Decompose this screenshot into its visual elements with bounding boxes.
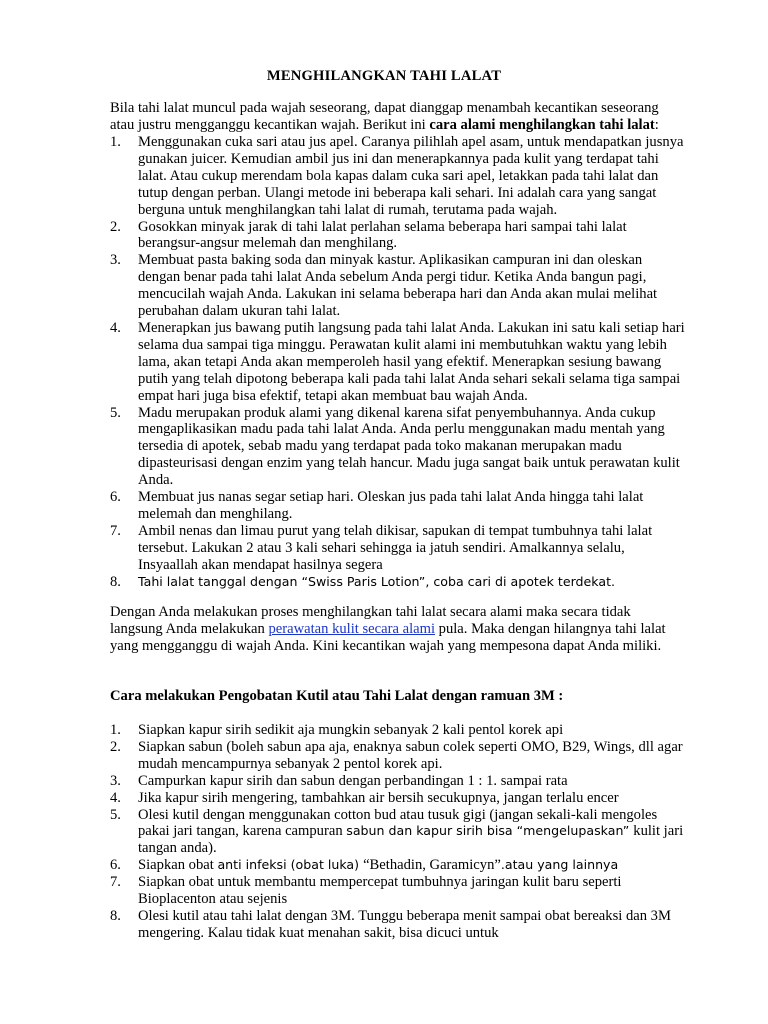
page-title: MENGHILANGKAN TAHI LALAT: [266, 68, 502, 84]
section-heading: Cara melakukan Pengobatan Kutil atau Tahi Lalat dengan ramuan 3M :: [110, 688, 564, 704]
list-item-text: Olesi kutil atau tahi lalat dengan 3M. Tunggu beberapa menit sampai obat bereaksi dan 3M mengering. Kalau tidak kuat menahan sakit, bisa dicuci untuk: [138, 907, 671, 941]
list-item-text-end: kulit jari tangan anda).: [138, 823, 684, 857]
list-item-text: Siapkan kapur sirih sedikit aja mungkin sebanyak 2 kali pentol korek api: [138, 722, 564, 738]
intro-paragraph: [110, 100, 685, 134]
list-item: [110, 405, 685, 490]
list-number: 3.: [110, 772, 121, 789]
list-number: 3.: [110, 252, 121, 269]
list-item-text: Olesi kutil dengan menggunakan cotton bud atau tusuk gigi (jangan sekali-kali mengoles pakai jari tangan, karena campuran: [138, 806, 658, 840]
list-item: [110, 134, 685, 219]
list-number: 5.: [110, 404, 121, 421]
list-number: 8.: [110, 907, 121, 924]
intro-text: Bila tahi lalat muncul pada wajah seseorang, dapat dianggap menambah kecantikan seseorang atau justru mengganggu kecantikan wajah. Berikut ini: [110, 100, 659, 133]
list-item: [110, 219, 685, 253]
list-item: [110, 252, 685, 320]
list-number: 2.: [110, 218, 121, 235]
list-number: 6.: [110, 857, 121, 874]
list-number: 8.: [110, 573, 121, 590]
list-item: [110, 807, 685, 858]
list-item-text-sans-end: .atau yang lainnya: [500, 857, 619, 873]
list-item: [110, 722, 685, 739]
list-item: [110, 773, 685, 790]
list-item-text-sans: sabun dan kapur sirih bisa “mengelupaskan”: [346, 823, 634, 839]
list-item-text: Membuat jus nanas segar setiap hari. Oleskan jus pada tahi lalat Anda hingga tahi lalat melemah dan menghilang.: [138, 489, 644, 522]
list-item: [110, 320, 685, 405]
list-number: 7.: [110, 522, 121, 539]
list-item-text: Jika kapur sirih mengering, tambahkan air bersih secukupnya, jangan terlalu encer: [138, 789, 619, 806]
list-number: 2.: [110, 738, 121, 755]
list-item-text: Campurkan kapur sirih dan sabun dengan perbandingan 1 : 1. sampai rata: [138, 772, 568, 789]
list-item-text: Ambil nenas dan limau purut yang telah dikisar, sapukan di tempat tumbuhnya tahi lalat tersebut. Lakukan 2 atau 3 kali sehari sehingga ia jatuh sendiri. Amalkannya selalu, Insyaallah akan mendapat hasilnya segera: [138, 522, 653, 573]
list-item: [110, 857, 685, 874]
list-item-text-sans: anti infeksi (obat luka): [217, 857, 364, 873]
list-item: [110, 739, 685, 773]
list-item: [110, 908, 685, 942]
list-number: 4.: [110, 789, 121, 806]
list-item-text: Membuat pasta baking soda dan minyak kastur. Aplikasikan campuran ini dan oleskan dengan benar pada tahi lalat Anda sebelum Anda pergi tidur. Ketika Anda bangun pagi, mencucilah wajah Anda. Lakukan ini selama beberapa hari dan Anda akan mulai melihat perubahan dalam ukuran tahi lalat.: [138, 252, 658, 320]
closing-text-end: pula. Maka dengan hilangnya tahi lalat yang mengganggu di wajah Anda. Kini kecantikan wajah yang mempesona dapat Anda miliki.: [110, 620, 666, 654]
closing-text: Dengan Anda melakukan proses menghilangkan tahi lalat secara alami maka secara tidak langsung Anda melakukan: [110, 604, 631, 637]
list-item-text: Menggunakan cuka sari atau jus apel. Caranya pilihlah apel asam, untuk mendapatkan jusnya gunakan juicer. Kemudian ambil jus ini dan menerapkannya pada kulit yang terdapat tahi lalat. Atau cukup merendam bola kapas dalam cuka sari apel, letakkan pada tahi lalat dan tutup dengan perban. Ulangi metode ini beberapa kali sehari. Ini adalah cara yang sangat berguna untuk menghilangkan tahi lalat di rumah, terutama pada wajah.: [138, 134, 684, 218]
list-item: [110, 574, 685, 591]
intro-bold-text: cara alami menghilangkan tahi lalat: [429, 116, 655, 133]
list-item-text: Gosokkan minyak jarak di tahi lalat perlahan selama beberapa hari sampai tahi lalat berangsur-angsur melemah dan menghilang.: [138, 218, 627, 252]
list-number: 1.: [110, 722, 121, 738]
list-number: 4.: [110, 319, 121, 336]
intro-colon: :: [654, 116, 659, 133]
list-item-text-mid: “Bethadin, Garamicyn”: [363, 857, 501, 874]
list-item-text: Tahi lalat tanggal dengan “Swiss Paris Lotion”, coba cari di apotek terdekat.: [138, 573, 616, 589]
list-item: [110, 489, 685, 523]
list-item: [110, 874, 685, 908]
list-item-text: Siapkan obat untuk membantu mempercepat tumbuhnya jaringan kulit baru seperti Bioplacenton atau sejenis: [138, 874, 622, 908]
list-item-text: Siapkan sabun (boleh sabun apa aja, enaknya sabun colek seperti OMO, B29, Wings, dll agar mudah mencampurnya sebanyak 2 pentol korek api.: [138, 738, 683, 772]
remedy-list: [110, 134, 685, 590]
treatment-steps-list: [110, 722, 685, 942]
list-item-text: Siapkan obat: [138, 857, 218, 874]
list-number: 6.: [110, 489, 121, 506]
list-item: [110, 790, 685, 807]
skin-care-link[interactable]: perawatan kulit secara alami: [268, 620, 436, 637]
list-item: [110, 523, 685, 574]
list-number: 7.: [110, 874, 121, 891]
closing-paragraph: [110, 604, 685, 655]
list-number: 5.: [110, 806, 121, 823]
list-number: 1.: [110, 134, 121, 150]
list-item-text: Menerapkan jus bawang putih langsung pada tahi lalat Anda. Lakukan ini satu kali setiap hari selama dua sampai tiga minggu. Perawatan kulit alami ini membutuhkan waktu yang lebih lama, akan tetapi Anda akan memperoleh hasil yang efektif. Menerapkan sesiung bawang putih yang telah dipotong beberapa kali pada tahi lalat Anda sehari sekali selama tiga sampai empat hari juga bisa efektif, tetapi akan membuat bau wajah Anda.: [138, 319, 685, 404]
list-item-text: Madu merupakan produk alami yang dikenal karena sifat penyembuhannya. Anda cukup mengaplikasikan madu pada tahi lalat Anda. Anda perlu menggunakan madu mentah yang tersedia di apotek, sebab madu yang terdapat pada toko makanan merupakan madu dipasteurisasi dengan enzim yang telah hancur. Madu juga sangat baik untuk perawatan kulit Anda.: [138, 404, 680, 489]
